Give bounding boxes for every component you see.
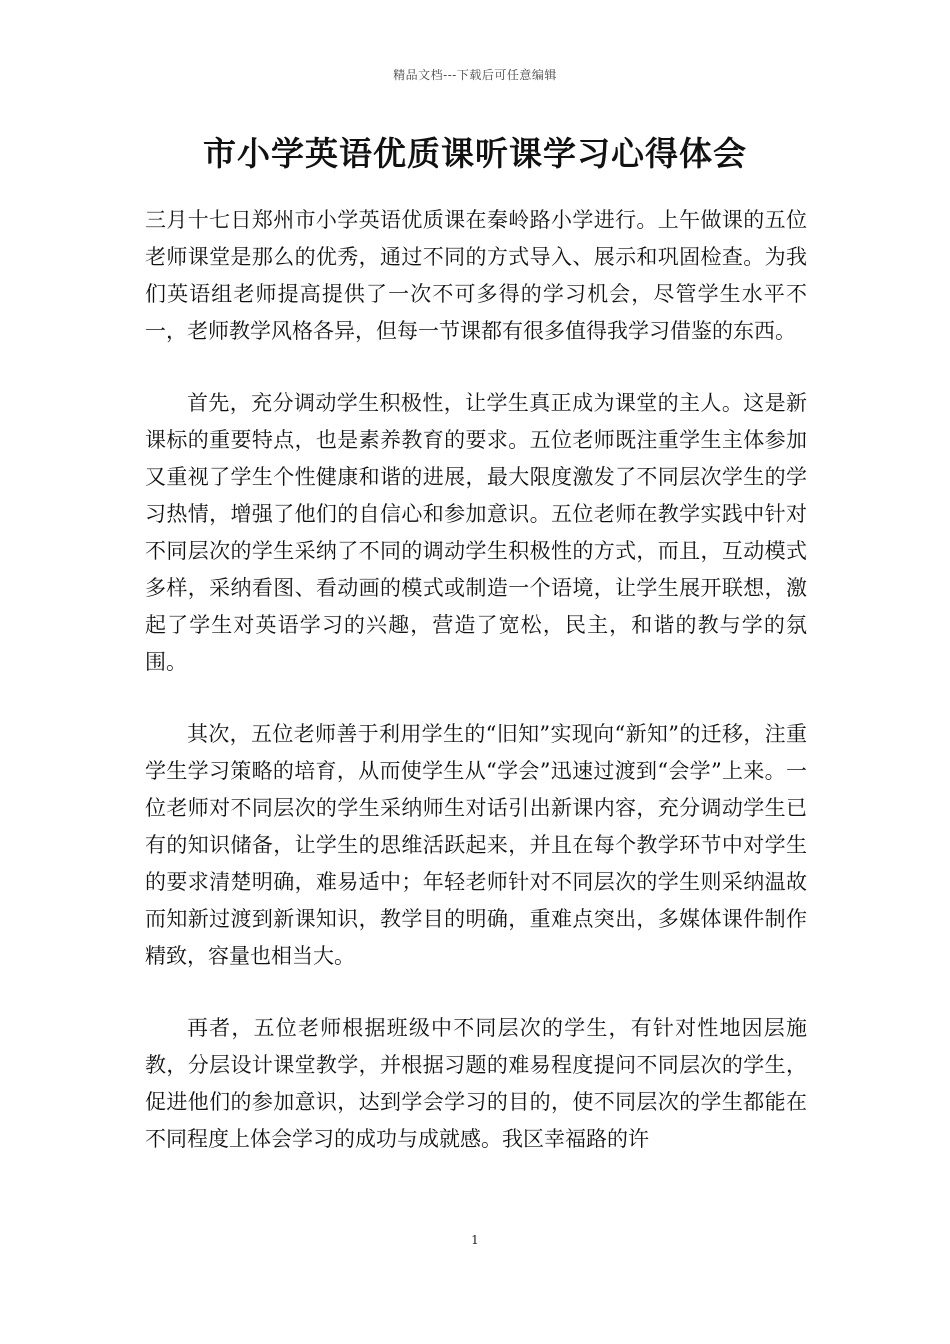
paragraph-first: 首先，充分调动学生积极性，让学生真正成为课堂的主人。这是新课标的重要特点，也是素养教育的要求。五位老师既注重学生主体参加又重视了学生个性健康和谐的进展，最大限度激发了不同层次学生的学习热情，增强了他们的自信心和参加意识。五位老师在教学实践中针对不同层次的学生采纳了不同的调动学生积极性的方式，而且，互动模式多样，采纳看图、看动画的模式或制造一个语境，让学生展开联想，激起了学生对英语学习的兴趣，营造了宽松，民主，和谐的教与学的氛围。 — [145, 391, 807, 674]
document-title: 市小学英语优质课听课学习心得体会 — [203, 134, 747, 173]
paragraph-intro: 三月十七日郑州市小学英语优质课在秦岭路小学进行。上午做课的五位老师课堂是那么的优秀，通过不同的方式导入、展示和巩固检查。为我们英语组老师提高提供了一次不可多得的学习机会，尽管学生水平不一，老师教学风格各异，但每一节课都有很多值得我学习借鉴的东西。 — [145, 208, 807, 343]
header-note: 精品文档---下载后可任意编辑 — [393, 68, 557, 82]
paragraph-second: 其次，五位老师善于利用学生的“旧知”实现向“新知”的迁移，注重学生学习策略的培育，从而使学生从“学会”迅速过渡到“会学”上来。一位老师对不同层次的学生采纳师生对话引出新课内容，充分调动学生已有的知识储备，让学生的思维活跃起来，并且在每个教学环节中对学生的要求清楚明确，难易适中；年轻老师针对不同层次的学生则采纳温故而知新过渡到新课知识，教学目的明确，重难点突出，多媒体课件制作精致，容量也相当大。 — [145, 722, 807, 968]
document-body — [145, 202, 807, 1193]
page-number: 1 — [471, 1233, 479, 1247]
paragraph-third: 再者，五位老师根据班级中不同层次的学生，有针对性地因层施教，分层设计课堂教学，并根据习题的难易程度提问不同层次的学生，促进他们的参加意识，达到学会学习的目的，使不同层次的学生都能在不同程度上体会学习的成功与成就感。我区幸福路的许 — [145, 1016, 807, 1151]
